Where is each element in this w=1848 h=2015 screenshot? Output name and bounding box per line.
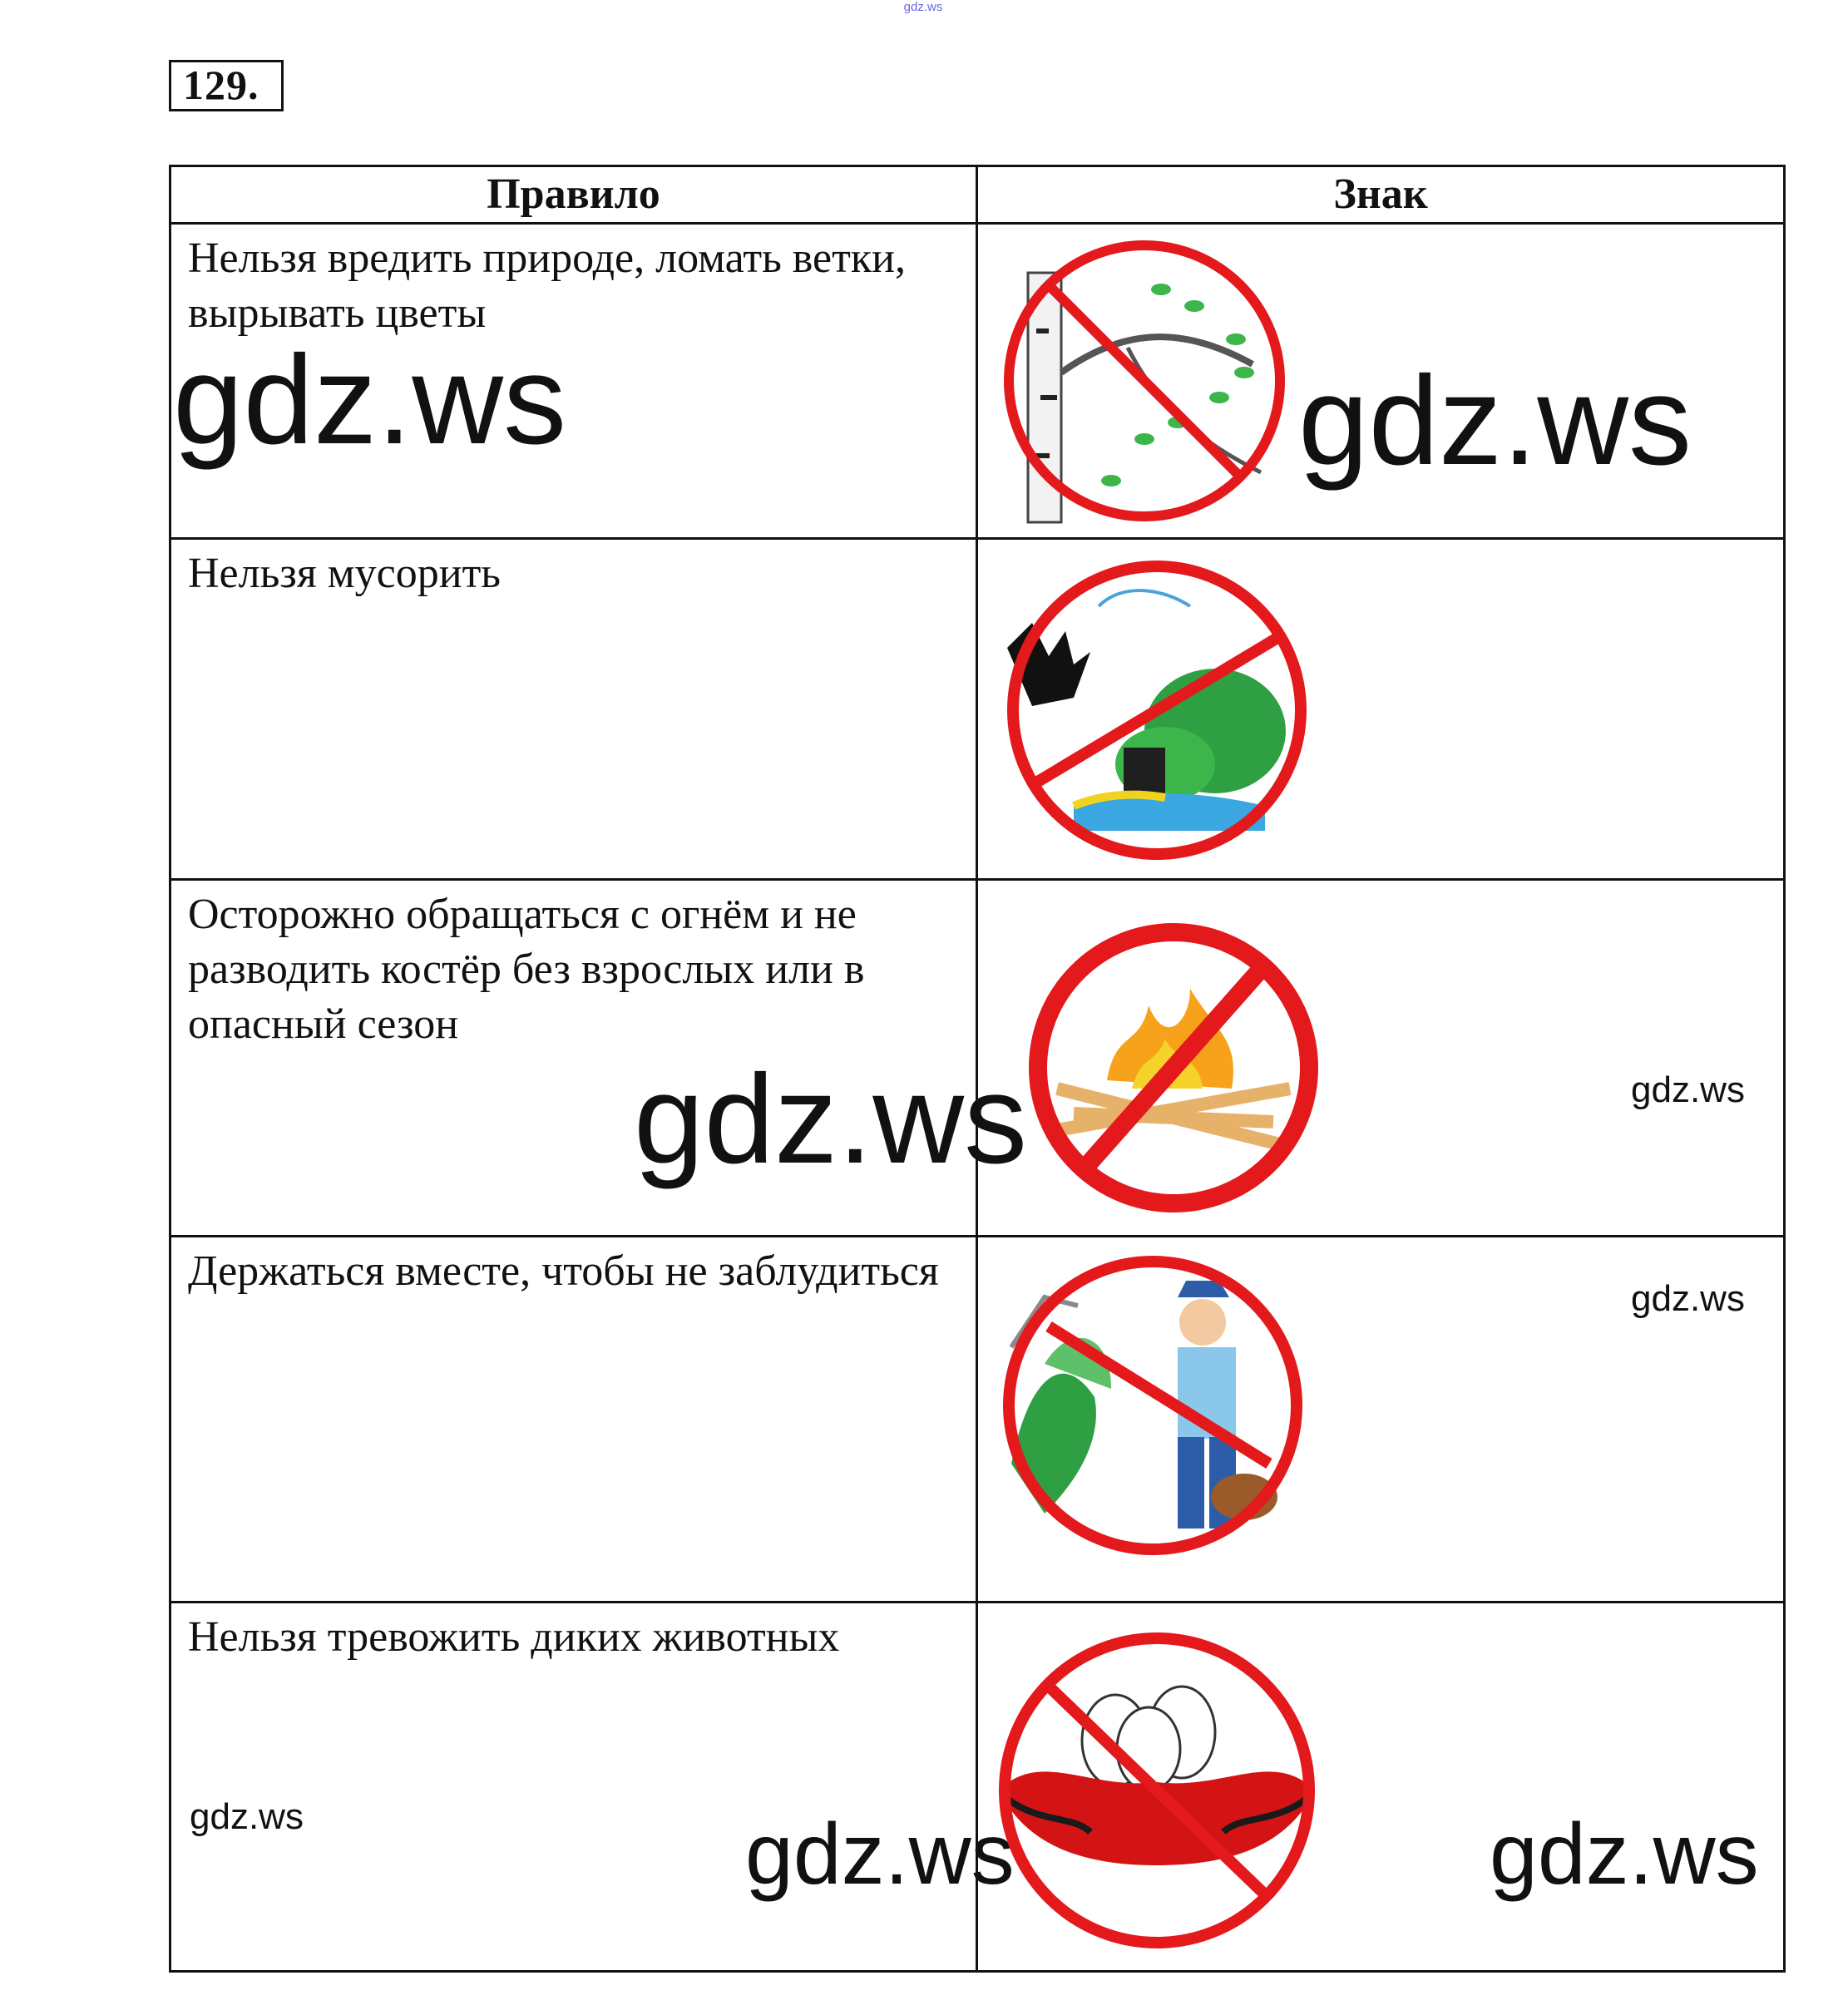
rule-cell (170, 1237, 977, 1602)
no-campfire-icon (1024, 914, 1323, 1222)
header-sign: Знак (977, 166, 1785, 224)
sign-cell (977, 1237, 1785, 1602)
no-littering-icon (999, 556, 1315, 864)
sign-cell (977, 224, 1785, 539)
rule-text: Осторожно обращаться с огнём и не разводить костёр без взрослых или в опасный сезон (188, 890, 865, 1048)
rule-cell (170, 539, 977, 879)
no-breaking-branches-icon (995, 231, 1294, 531)
rule-text: Нельзя вредить природе, ломать ветки, вырывать цветы (188, 235, 906, 338)
rule-text: Нельзя тревожить диких животных (188, 1612, 840, 1661)
sign-cell (977, 879, 1785, 1236)
watermark: gdz.ws (634, 1049, 1028, 1190)
no-getting-lost-icon (995, 1247, 1311, 1563)
table-row (170, 1602, 1785, 1971)
rule-cell (170, 1602, 1015, 1971)
rule-text: Держаться вместе, чтобы не заблудиться (188, 1247, 939, 1296)
watermark: gdz.ws (190, 1795, 304, 1837)
task-number: 129. (169, 60, 284, 111)
no-disturbing-nests-icon (991, 1624, 1323, 1957)
sign-cell (977, 539, 1785, 879)
sign-cell (977, 1602, 1785, 1971)
rule-text: Нельзя мусорить (188, 550, 502, 598)
table-row (170, 539, 1785, 879)
watermark: gdz.ws (173, 329, 567, 471)
top-watermark: gdz.ws (903, 0, 943, 14)
watermark: gdz.ws (1631, 1278, 1745, 1320)
watermark: gdz.ws (1631, 1069, 1745, 1110)
watermark: gdz.ws (1490, 1805, 1759, 1903)
watermark: gdz.ws (745, 1805, 1015, 1903)
table-row (170, 1237, 1785, 1602)
watermark: gdz.ws (1298, 350, 1692, 492)
header-rule: Правило (170, 166, 977, 224)
table-header-row (170, 166, 1785, 224)
